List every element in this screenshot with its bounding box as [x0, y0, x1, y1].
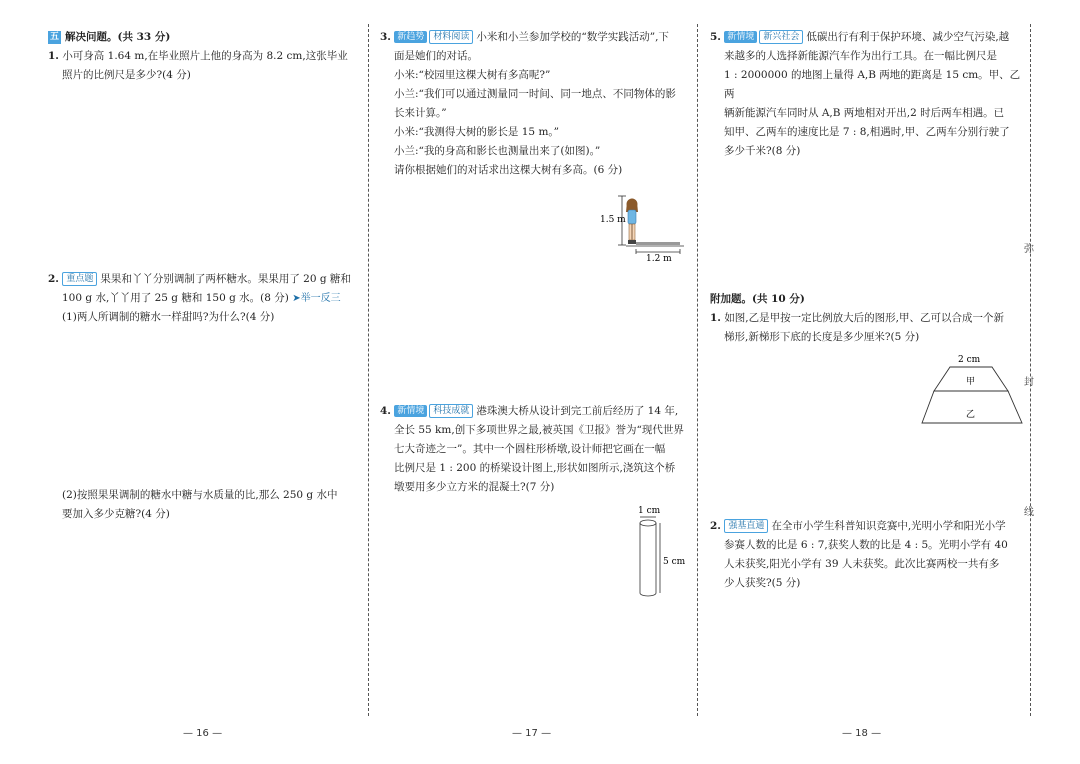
- cylinder-bottom: [640, 593, 656, 596]
- dialogue-line: 小兰:“我们可以通过测量同一时间、同一地点、不同物体的影: [394, 88, 676, 100]
- question-text: 人未获奖,阳光小学有 39 人未获奖。此次比赛两校一共有多: [724, 558, 1000, 570]
- middle-column: [380, 28, 685, 180]
- question-text: 如图,乙是甲按一定比例放大后的图形,甲、乙可以合成一个新: [724, 312, 1004, 324]
- question-text: 参赛人数的比是 6 : 7,获奖人数的比是 4 : 5。光明小学有 40: [724, 539, 1008, 551]
- question-text: 少人获奖?(5 分): [724, 577, 801, 589]
- sub-question-1: (1)两人所调制的糖水一样甜吗?为什么?(4 分): [62, 311, 275, 323]
- cylinder-top: [640, 520, 656, 526]
- question-text: 在全市小学生科普知识竞赛中,光明小学和阳光小学: [771, 520, 1006, 532]
- question-prompt: 请你根据她们的对话求出这棵大树有多高。(6 分): [394, 164, 623, 176]
- binding-mark-1: 弥: [1024, 244, 1034, 255]
- strong-foundation-tag: 强基直通: [724, 519, 768, 533]
- material-reading-tag: 材料阅读: [429, 30, 473, 44]
- sub-question-2-cont: 要加入多少克糖?(4 分): [62, 508, 170, 520]
- question-5: [710, 28, 1022, 47]
- section-mark: 五: [49, 32, 59, 42]
- question-text: 100 g 水,丫丫用了 25 g 糖和 150 g 水。(8 分): [62, 292, 289, 304]
- question-text: 辆新能源汽车同时从 A,B 两地相对开出,2 时后两车相遇。已: [724, 107, 1005, 119]
- diameter-label: 1 cm: [638, 506, 661, 516]
- page-number-16: — 16 —: [183, 728, 223, 739]
- question-number: 5.: [710, 31, 721, 43]
- question-text: 小米和小兰参加学校的“数学实践活动”,下: [476, 31, 669, 43]
- emerging-society-tag: 新兴社会: [759, 30, 803, 44]
- new-context-tag: 新情境: [724, 31, 757, 43]
- bonus-question-1: [710, 309, 1022, 328]
- new-context-tag: 新情境: [394, 405, 427, 417]
- question-number: 1.: [710, 312, 721, 324]
- question-text: 来越多的人选择新能源汽车作为出行工具。在一幅比例尺是: [724, 50, 997, 62]
- question-text: 1 : 2000000 的地图上量得 A,B 两地的距离是 15 cm。甲、乙两: [724, 69, 1021, 100]
- dialogue-line: 小米:“校园里这棵大树有多高呢?”: [394, 69, 551, 81]
- column-divider-right: [697, 24, 698, 716]
- question-text: 照片的比例尺是多少?(4 分): [62, 69, 191, 81]
- question-text: 多少千米?(8 分): [724, 145, 801, 157]
- yi-label: 乙: [966, 410, 976, 420]
- top-base-label: 2 cm: [958, 355, 981, 365]
- bonus-question-2-block: [710, 517, 1022, 593]
- girl-shadow-figure: [596, 192, 692, 262]
- key-question-tag: 重点题: [62, 272, 97, 286]
- question-number: 3.: [380, 31, 391, 43]
- bonus-question-2: [710, 517, 1022, 536]
- column-divider-left: [368, 24, 369, 716]
- shadow-label: 1.2 m: [646, 254, 672, 262]
- dialogue-line: 小兰:“我的身高和影长也测量出来了(如图)。”: [394, 145, 601, 157]
- question-number: 2.: [48, 273, 59, 285]
- question-2: [48, 270, 360, 289]
- question-text: 梯形,新梯形下底的长度是多少厘米?(5 分): [724, 331, 920, 343]
- left-sub-question-2: [48, 486, 360, 524]
- question-text: 港珠澳大桥从设计到完工前后经历了 14 年,: [476, 405, 679, 417]
- height-label: 5 cm: [663, 557, 686, 567]
- question-text: 小可身高 1.64 m,在毕业照片上他的身高为 8.2 cm,这张毕业: [62, 50, 348, 62]
- section-title: 解决问题。(共 33 分): [65, 31, 171, 43]
- cylinder-figure: [628, 503, 692, 603]
- middle-question-4: [380, 402, 685, 497]
- question-4: [380, 402, 685, 421]
- bonus-title: 附加题。(共 10 分): [710, 293, 805, 305]
- sub-question-2: (2)按照果果调制的糖水中糖与水质量的比,那么 250 g 水中: [62, 489, 338, 501]
- question-number: 4.: [380, 405, 391, 417]
- left-question-2: [48, 270, 360, 327]
- question-number: 2.: [710, 520, 721, 532]
- binding-mark-2: 封: [1024, 377, 1034, 388]
- question-text: 比例尺是 1 : 200 的桥梁设计图上,形状如图所示,浇筑这个桥: [394, 462, 676, 474]
- height-label: 1.5 m: [600, 215, 626, 225]
- binding-mark-3: 线: [1024, 507, 1034, 518]
- trapezoid-figure: [918, 351, 1024, 427]
- shadow: [636, 242, 680, 245]
- question-3: [380, 28, 685, 47]
- question-text: 知甲、乙两车的速度比是 7 : 8,相遇时,甲、乙两车分别行驶了: [724, 126, 1010, 138]
- related-practice-link[interactable]: ➤举一反三: [292, 293, 341, 304]
- page-number-17: — 17 —: [512, 728, 552, 739]
- girl-icon: [626, 199, 638, 245]
- question-number: 1.: [48, 50, 59, 62]
- question-text: 低碳出行有利于保护环境、减少空气污染,越: [806, 31, 1010, 43]
- dialogue-line: 长来计算。”: [394, 107, 447, 119]
- section-heading: [48, 28, 360, 47]
- binding-line: [1030, 24, 1031, 716]
- question-text: 七大奇迹之一”。其中一个圆柱形桥墩,设计师把它画在一幅: [394, 443, 666, 455]
- question-1: [48, 47, 360, 66]
- right-column: [710, 28, 1022, 161]
- left-column: [48, 28, 360, 85]
- dialogue-line: 小米:“我测得大树的影长是 15 m。”: [394, 126, 560, 138]
- bonus-section: [710, 290, 1022, 347]
- question-text: 面是她们的对话。: [394, 50, 478, 62]
- question-text: 全长 55 km,创下多项世界之最,被英国《卫报》誉为“现代世界: [394, 424, 684, 436]
- question-text: 果果和丫丫分别调制了两杯糖水。果果用了 20 g 糖和: [100, 273, 351, 285]
- question-text-line: [48, 289, 360, 308]
- question-text: 墩要用多少立方米的混凝土?(7 分): [394, 481, 555, 493]
- jia-label: 甲: [966, 377, 976, 387]
- tech-achievement-tag: 科技成就: [429, 404, 473, 418]
- new-trend-tag: 新趋势: [394, 31, 427, 43]
- page-number-18: — 18 —: [842, 728, 882, 739]
